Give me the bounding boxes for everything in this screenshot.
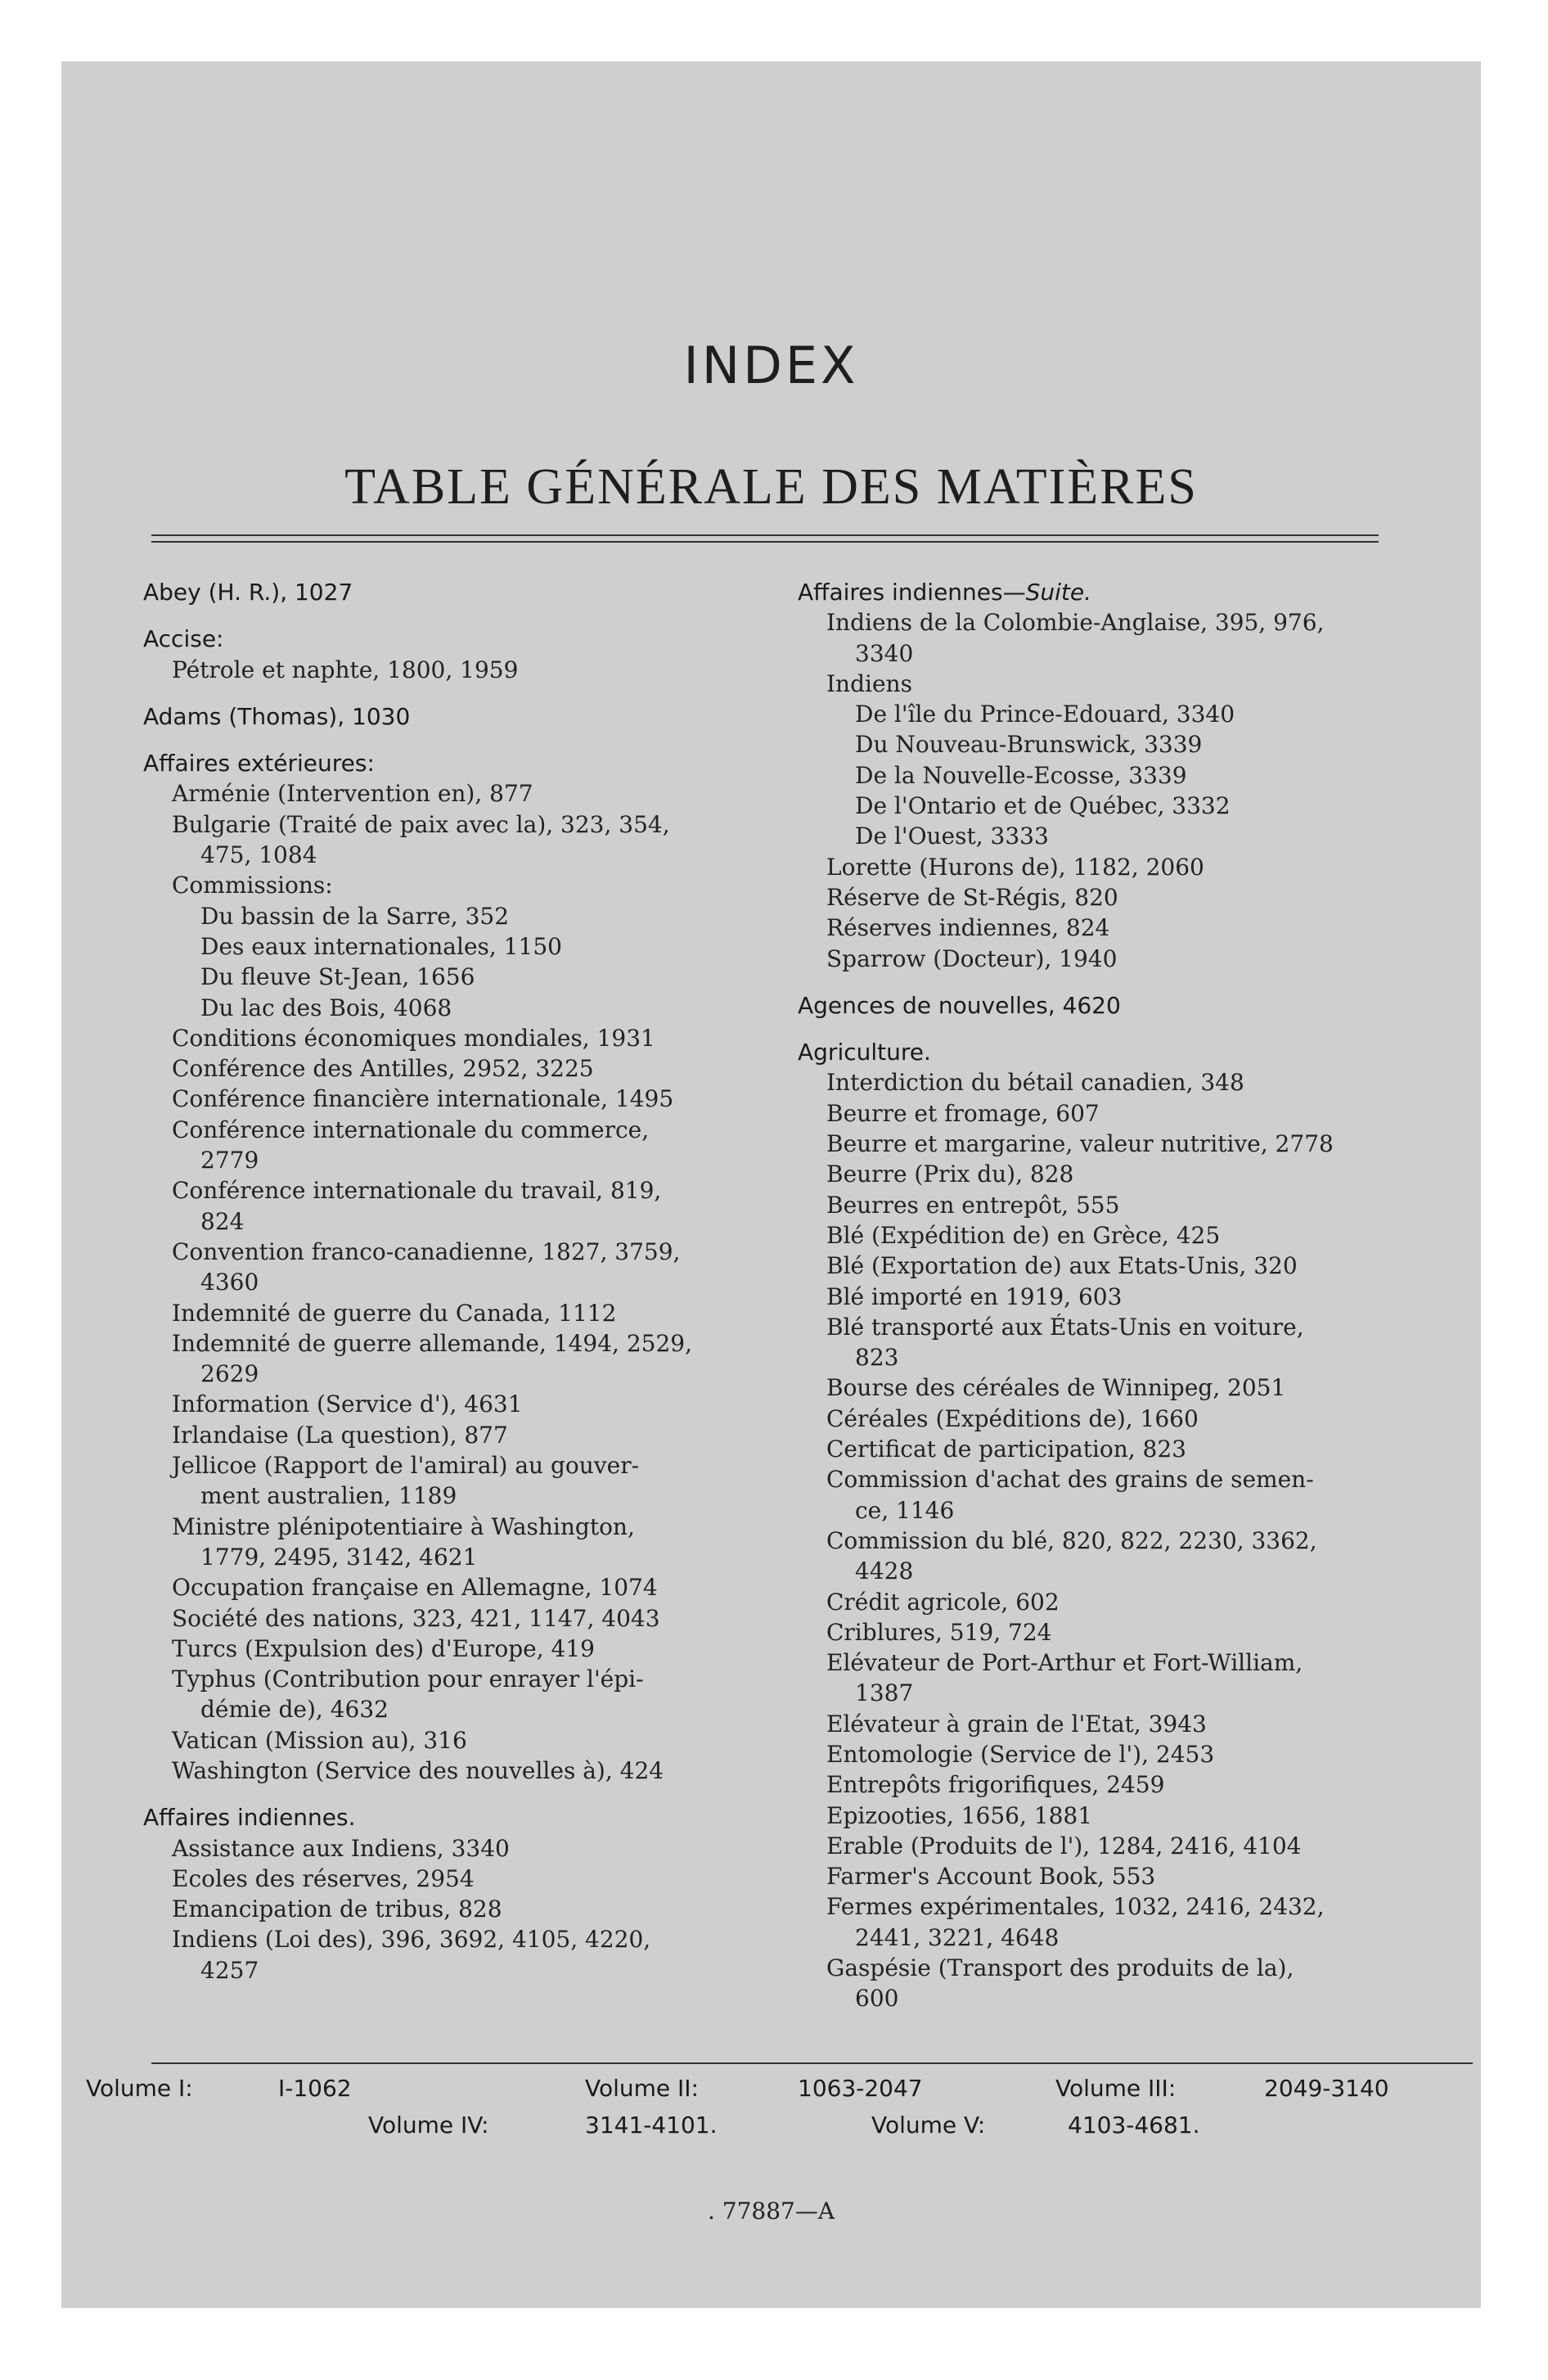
entry-text: De l'Ouest, 3333 [855,823,1049,850]
index-entry [143,901,798,931]
index-entry [798,1769,1469,1800]
entry-text: Entrepôts frigorifiques, 2459 [826,1771,1165,1799]
entry-text: Bulgarie (Traité de paix avec la), 323, 354, [172,810,670,838]
entry-text: Conférence financière internationale, 1495 [172,1085,674,1113]
page-subtitle: TABLE GÉNÉRALE DES MATIÈRES [344,459,1198,515]
index-entry [143,1420,798,1450]
entry-text: Blé transporté aux États-Unis en voiture, [826,1313,1304,1341]
index-entry [143,1450,798,1481]
entry-text: Indemnité de guerre allemande, 1494, 2529, [172,1329,692,1357]
entry-text: Turcs (Expulsion des) d'Europe, 419 [172,1634,595,1662]
entry-text: Crédit agricole, 602 [826,1588,1060,1616]
index-heading [798,990,1469,1021]
index-entry [143,1175,798,1206]
index-entry [143,840,798,870]
volume-2-label: Volume II: [585,2075,699,2102]
index-entry [798,791,1469,821]
index-entry [798,1739,1469,1769]
entry-text: Société des nations, 323, 421, 1147, 4043 [172,1604,660,1632]
entry-text: Blé (Expédition de) en Grèce, 425 [826,1221,1221,1249]
index-entry [798,1220,1469,1251]
entry-text: Conférence internationale du travail, 819, [172,1177,662,1205]
index-entry [143,1084,798,1114]
entry-text: Beurres en entrepôt, 555 [826,1191,1120,1219]
entry-text: Indiens (Loi des), 396, 3692, 4105, 4220, [172,1926,651,1954]
index-entry [798,760,1469,791]
entry-text: Abey (H. R.), 1027 [143,579,353,606]
index-heading [143,701,798,732]
index-entry [798,669,1469,699]
entry-text: Jellicoe (Rapport de l'amiral) au gouver- [172,1452,640,1480]
entry-text: Commission du blé, 820, 822, 2230, 3362, [826,1526,1317,1554]
index-entry [798,1373,1469,1403]
index-heading [143,577,798,607]
entry-text: 2441, 3221, 4648 [855,1923,1060,1951]
entry-text: 4428 [855,1557,914,1585]
index-entry [143,1603,798,1634]
index-entry [143,1542,798,1572]
entry-text: Farmer's Account Book, 553 [826,1863,1156,1891]
volume-5-range: 4103-4681. [1068,2112,1200,2139]
index-entry [143,1328,798,1359]
index-entry [143,1267,798,1297]
entry-text: Adams (Thomas), 1030 [143,702,411,730]
index-entry [798,1983,1469,2013]
index-entry [143,1664,798,1694]
entry-text: 4257 [200,1956,259,1984]
entry-text: Céréales (Expéditions de), 1660 [826,1404,1199,1432]
index-entry [143,1512,798,1542]
entry-text: Elévateur à grain de l'Etat, 3943 [826,1710,1207,1738]
entry-text: Ecoles des réserves, 2954 [172,1864,475,1892]
index-entry [143,1894,798,1924]
entry-text: Beurre et fromage, 607 [826,1099,1100,1127]
entry-text: Certificat de participation, 823 [826,1436,1186,1463]
index-entry [798,882,1469,913]
index-entry [143,1924,798,1954]
index-entry [143,931,798,962]
index-entry [798,1312,1469,1342]
index-entry [143,1115,798,1145]
entry-text: ment australien, 1189 [200,1482,457,1510]
entry-text: 475, 1084 [200,841,317,869]
divider [151,541,1379,543]
index-entry [143,1023,798,1053]
divider [151,534,1379,536]
volume-5-label: Volume V: [871,2112,986,2139]
entry-text: Entomologie (Service de l'), 2453 [826,1740,1215,1768]
index-entry [143,962,798,992]
entry-text: Conférence internationale du commerce, [172,1116,650,1143]
index-entry [798,1953,1469,1983]
index-entry [798,1342,1469,1373]
entry-text: Washington (Service des nouvelles à), 424 [172,1756,664,1784]
index-entry [798,1648,1469,1678]
index-entry [798,1617,1469,1648]
entry-text: Agriculture. [798,1039,931,1066]
index-heading [798,1037,1469,1067]
entry-text: ce, 1146 [855,1496,955,1524]
entry-text: Epizooties, 1656, 1881 [826,1801,1093,1829]
entry-text: 600 [855,1985,899,2013]
entry-text: 1779, 2495, 3142, 4621 [200,1543,478,1571]
entry-text: Erable (Produits de l'), 1284, 2416, 4104 [826,1832,1302,1859]
index-entry [798,852,1469,882]
index-entry [143,655,798,685]
index-entry [798,1891,1469,1922]
entry-text: Pétrole et naphte, 1800, 1959 [172,656,519,683]
entry-text: Affaires indiennes. [143,1804,356,1832]
entry-text: 824 [200,1207,245,1235]
index-entry [798,1922,1469,1953]
index-entry [143,1298,798,1328]
index-entry [143,1955,798,1986]
volume-4-label: Volume IV: [368,2112,489,2139]
footer-divider [151,2062,1473,2064]
entry-text: Indiens [826,669,912,697]
index-entry [798,1709,1469,1739]
entry-text: Ministre plénipotentiaire à Washington, [172,1512,635,1540]
index-entry [798,913,1469,943]
entry-text: 2629 [200,1360,259,1388]
entry-text: Accise: [143,625,224,653]
volume-1-label: Volume I: [86,2075,193,2102]
entry-text: Elévateur de Port-Arthur et Fort-William, [826,1649,1303,1677]
index-entry [798,1587,1469,1617]
index-entry [143,1756,798,1786]
index-entry [143,993,798,1023]
entry-text: Affaires extérieures: [143,750,375,778]
entry-text: 4360 [200,1269,259,1296]
index-entry [798,1434,1469,1464]
index-entry [143,1389,798,1419]
index-entry [143,1833,798,1864]
entry-text: Blé (Exportation de) aux Etats-Unis, 320 [826,1252,1298,1280]
index-entry [143,1864,798,1894]
index-entry [143,1237,798,1267]
index-heading [143,748,798,778]
index-entry [798,1556,1469,1586]
index-entry [798,1251,1469,1281]
page-title: INDEX [683,336,859,395]
index-heading [798,577,1469,607]
entry-text: Lorette (Hurons de), 1182, 2060 [826,853,1204,881]
entry-text: Convention franco-canadienne, 1827, 3759, [172,1237,681,1265]
volume-1-range: I-1062 [278,2075,352,2102]
entry-text: Irlandaise (La question), 877 [172,1421,508,1449]
scanned-page [61,61,1481,2308]
entry-text: Conférence des Antilles, 2952, 3225 [172,1055,594,1083]
entry-text: De l'île du Prince-Edouard, 3340 [855,701,1235,728]
index-column-left [143,577,798,1986]
index-entry [798,1678,1469,1708]
entry-text: démie de), 4632 [200,1696,389,1724]
entry-text: Gaspésie (Transport des produits de la), [826,1954,1294,1982]
entry-text: 2779 [200,1147,259,1174]
index-entry [143,1053,798,1084]
volume-2-range: 1063-2047 [798,2075,923,2102]
entry-text: Occupation française en Allemagne, 1074 [172,1574,658,1602]
entry-text: De la Nouvelle-Ecosse, 3339 [855,761,1187,789]
index-entry [798,944,1469,974]
index-entry [798,1098,1469,1129]
index-entry [143,1145,798,1175]
entry-text: Indemnité de guerre du Canada, 1112 [172,1299,617,1327]
index-entry [143,1725,798,1756]
index-entry [798,821,1469,851]
entry-text: Arménie (Intervention en), 877 [172,780,533,808]
index-entry [798,1159,1469,1189]
index-entry [798,1282,1469,1312]
entry-text: 823 [855,1344,899,1372]
entry-text: Affaires indiennes— [798,579,1026,606]
index-entry [798,1801,1469,1831]
index-heading [143,1802,798,1832]
entry-text: Commission d'achat des grains de semen- [826,1466,1314,1494]
entry-text: Typhus (Contribution pour enrayer l'épi- [172,1666,644,1693]
index-entry [143,1481,798,1511]
index-entry [798,638,1469,669]
entry-text: Vatican (Mission au), 316 [172,1726,467,1754]
index-entry [798,1861,1469,1891]
index-entry [798,1495,1469,1526]
entry-text: Conditions économiques mondiales, 1931 [172,1024,655,1052]
index-entry [798,1831,1469,1861]
entry-text: Sparrow (Docteur), 1940 [826,944,1118,972]
entry-text: Réserves indiennes, 824 [826,914,1110,942]
index-entry [798,1190,1469,1220]
entry-text: Du Nouveau-Brunswick, 3339 [855,731,1203,759]
index-entry [143,1694,798,1724]
entry-text: 1387 [855,1679,914,1707]
index-entry [143,1572,798,1602]
volume-4-range: 3141-4101. [585,2112,718,2139]
index-entry [143,1206,798,1237]
entry-text: Commissions: [172,872,333,899]
entry-text: De l'Ontario et de Québec, 3332 [855,792,1231,820]
index-entry [143,1359,798,1389]
index-entry [143,778,798,809]
volume-3-range: 2049-3140 [1264,2075,1389,2102]
index-entry [798,729,1469,760]
entry-text: Agences de nouvelles, 4620 [798,991,1121,1019]
entry-text: Du lac des Bois, 4068 [200,994,452,1021]
entry-text: Emancipation de tribus, 828 [172,1895,502,1923]
entry-text: Criblures, 519, 724 [826,1618,1052,1646]
index-entry [143,870,798,900]
entry-text: Beurre et margarine, valeur nutritive, 2778 [826,1130,1334,1158]
entry-text: Interdiction du bétail canadien, 348 [826,1069,1244,1097]
entry-text: Du bassin de la Sarre, 352 [200,902,510,930]
entry-text: Du fleuve St-Jean, 1656 [200,963,475,991]
index-entry [798,1464,1469,1494]
entry-text: Des eaux internationales, 1150 [200,932,562,960]
index-entry [798,1404,1469,1434]
volume-3-label: Volume III: [1055,2075,1177,2102]
index-entry [798,699,1469,729]
index-entry [798,607,1469,638]
index-entry [143,1634,798,1664]
entry-text: Fermes expérimentales, 1032, 2416, 2432, [826,1893,1325,1921]
print-code: . 77887—A [707,2197,835,2224]
entry-continuation: Suite. [1025,579,1092,606]
entry-text: 3340 [855,639,914,667]
entry-text: Réserve de St-Régis, 820 [826,883,1118,911]
entry-text: Indiens de la Colombie-Anglaise, 395, 976, [826,609,1325,637]
index-heading [143,624,798,654]
entry-text: Information (Service d'), 4631 [172,1391,523,1418]
index-column-right [798,577,1469,2014]
entry-text: Beurre (Prix du), 828 [826,1161,1074,1188]
index-entry [798,1067,1469,1098]
entry-text: Bourse des céréales de Winnipeg, 2051 [826,1374,1286,1402]
entry-text: Blé importé en 1919, 603 [826,1282,1123,1310]
index-entry [798,1129,1469,1159]
entry-text: Assistance aux Indiens, 3340 [172,1834,510,1862]
index-entry [143,809,798,840]
index-entry [798,1526,1469,1556]
